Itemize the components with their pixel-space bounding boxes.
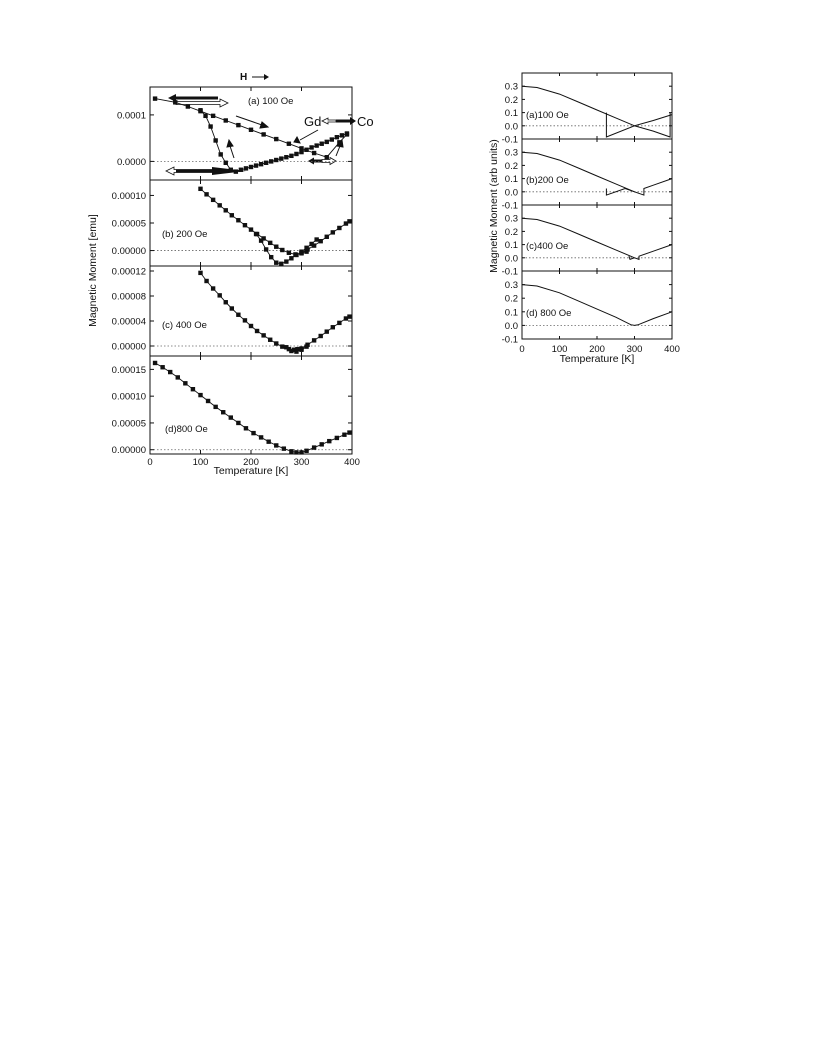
series-line: [522, 218, 672, 259]
data-point: [234, 169, 238, 173]
data-point: [249, 165, 253, 169]
data-point: [340, 133, 344, 137]
data-point: [274, 158, 278, 162]
data-point: [249, 324, 253, 328]
panel-frame: [150, 356, 352, 454]
data-point: [320, 142, 324, 146]
data-point: [239, 168, 243, 172]
gd-annotation-arrow: [322, 118, 336, 124]
data-point: [294, 152, 298, 156]
data-point: [320, 442, 324, 446]
series-line: [201, 273, 350, 350]
data-point: [264, 161, 268, 165]
data-point: [304, 249, 308, 253]
data-point: [282, 446, 286, 450]
data-point: [347, 314, 351, 318]
data-point: [243, 223, 247, 227]
simulated-panel-0: [502, 73, 672, 146]
data-point: [208, 124, 212, 128]
data-point: [255, 329, 259, 333]
y-tick-label: 0.2: [504, 293, 518, 305]
series-line: [155, 363, 349, 452]
y-tick-label: 0.3: [504, 147, 518, 159]
data-point: [268, 241, 272, 245]
x-tick-label: 0: [519, 344, 525, 355]
data-point: [279, 262, 283, 266]
series-line: [606, 113, 672, 137]
simulated-panel-2: [502, 205, 672, 278]
data-point: [289, 154, 293, 158]
y-tick-label: 0.00012: [111, 266, 146, 278]
panel-frame: [150, 180, 352, 266]
y-tick-label: 0.3: [504, 81, 518, 93]
gd-annotation: Gd: [304, 114, 322, 129]
y-axis-title: Magnetic Moment [emu]: [87, 214, 99, 327]
panel-frame: [522, 271, 672, 339]
data-point: [347, 430, 351, 434]
data-point: [160, 365, 164, 369]
data-point: [299, 450, 303, 454]
data-point: [337, 140, 341, 144]
y-tick-label: -0.1: [501, 200, 518, 212]
panel-label: (d)800 Oe: [165, 424, 208, 435]
y-tick-label: 0.00008: [111, 291, 146, 303]
data-point: [259, 162, 263, 166]
panel-label: (a) 100 Oe: [248, 96, 294, 107]
y-tick-label: 0.0001: [116, 110, 146, 122]
data-point: [274, 260, 278, 264]
right-chart: [488, 73, 680, 365]
data-point: [217, 203, 221, 207]
y-tick-label: 0.0: [504, 187, 518, 199]
data-point: [204, 192, 208, 196]
panel-label: (c)400 Oe: [526, 241, 569, 252]
data-point: [254, 232, 258, 236]
y-tick-label: 0.1: [504, 174, 518, 186]
panel-label: (b) 200 Oe: [162, 229, 208, 240]
data-point: [153, 96, 157, 100]
data-point: [304, 246, 308, 250]
data-point: [236, 218, 240, 222]
y-tick-label: 0.2: [504, 226, 518, 238]
data-point: [280, 344, 284, 348]
data-point: [284, 345, 288, 349]
data-point: [274, 245, 278, 249]
x-tick-label: 0: [147, 457, 153, 468]
data-point: [294, 253, 298, 257]
field-direction-arrowhead: [264, 74, 269, 80]
x-tick-label: 300: [293, 457, 310, 468]
data-point: [279, 156, 283, 160]
simulated-panel-1: [502, 139, 672, 212]
data-point: [314, 237, 318, 241]
data-point: [266, 439, 270, 443]
data-point: [299, 249, 303, 253]
y-tick-label: 0.2: [504, 160, 518, 172]
data-point: [299, 348, 303, 352]
data-point: [243, 318, 247, 322]
data-point: [342, 433, 346, 437]
data-point: [198, 187, 202, 191]
data-point: [251, 431, 255, 435]
x-tick-label: 400: [664, 344, 680, 355]
data-point: [249, 128, 253, 132]
data-point: [318, 334, 322, 338]
data-point: [198, 108, 202, 112]
measured-panel-0: [117, 87, 352, 180]
co-annotation-arrow: [336, 117, 356, 125]
y-tick-label: 0.00004: [111, 316, 146, 328]
panel-label: (b)200 Oe: [526, 175, 569, 186]
data-point: [261, 333, 265, 337]
y-tick-label: 0.00015: [111, 364, 146, 376]
data-point: [229, 168, 233, 172]
data-point: [331, 325, 335, 329]
data-point: [312, 445, 316, 449]
field-marker-label: H: [240, 72, 248, 83]
data-point: [331, 230, 335, 234]
y-tick-label: -0.1: [501, 334, 518, 346]
measured-panel-3: [112, 356, 352, 456]
data-point: [224, 161, 228, 165]
data-point: [236, 313, 240, 317]
data-point: [198, 393, 202, 397]
y-tick-label: 0.2: [504, 94, 518, 106]
y-tick-label: 0.00010: [111, 391, 146, 403]
data-point: [325, 235, 329, 239]
left-chart: [87, 87, 360, 477]
data-point: [284, 259, 288, 263]
series-line: [522, 285, 672, 326]
data-point: [176, 375, 180, 379]
x-tick-label: 200: [589, 344, 605, 355]
x-tick-label: 400: [344, 457, 360, 468]
data-point: [211, 286, 215, 290]
y-tick-label: -0.1: [501, 266, 518, 278]
y-tick-label: 0.3: [504, 280, 518, 292]
data-point: [325, 140, 329, 144]
panel-frame: [522, 73, 672, 139]
data-point: [312, 151, 316, 155]
data-point: [168, 370, 172, 374]
data-point: [312, 338, 316, 342]
y-tick-label: 0.1: [504, 240, 518, 252]
data-point: [269, 255, 273, 259]
data-point: [186, 104, 190, 108]
y-tick-label: 0.0000: [116, 156, 146, 168]
measured-panel-1: [112, 180, 352, 266]
panel-frame: [522, 139, 672, 205]
data-point: [274, 137, 278, 141]
y-tick-label: 0.0: [504, 253, 518, 265]
x-tick-label: 100: [192, 457, 209, 468]
data-point: [230, 306, 234, 310]
data-point: [183, 381, 187, 385]
data-point: [224, 300, 228, 304]
data-point: [204, 279, 208, 283]
data-point: [294, 450, 298, 454]
data-point: [221, 410, 225, 414]
data-point: [289, 349, 293, 353]
data-point: [309, 242, 313, 246]
data-point: [219, 152, 223, 156]
data-point: [153, 361, 157, 365]
data-point: [206, 399, 210, 403]
data-point: [224, 118, 228, 122]
data-point: [269, 159, 273, 163]
simulated-panel-3: [502, 271, 672, 346]
y-tick-label: 0.00000: [111, 445, 146, 457]
panel-frame: [522, 205, 672, 271]
data-point: [268, 338, 272, 342]
co-annotation: Co: [357, 114, 374, 129]
data-point: [299, 150, 303, 154]
x-tick-label: 100: [551, 344, 568, 355]
y-tick-label: 0.00010: [111, 190, 146, 202]
data-point: [236, 123, 240, 127]
data-point: [274, 341, 278, 345]
y-tick-label: 0.1: [504, 108, 518, 120]
data-point: [335, 436, 339, 440]
data-point: [284, 155, 288, 159]
data-point: [211, 198, 215, 202]
data-point: [345, 131, 349, 135]
panel-label: (c) 400 Oe: [162, 320, 207, 331]
data-point: [213, 405, 217, 409]
data-point: [213, 138, 217, 142]
data-point: [304, 449, 308, 453]
y-tick-label: -0.1: [501, 134, 518, 146]
measured-panel-2: [112, 266, 352, 356]
data-point: [337, 226, 341, 230]
y-tick-label: 0.0: [504, 320, 518, 332]
data-point: [289, 256, 293, 260]
y-tick-label: 0.0: [504, 121, 518, 133]
data-point: [217, 293, 221, 297]
data-point: [335, 135, 339, 139]
data-point: [211, 114, 215, 118]
data-point: [261, 132, 265, 136]
data-point: [264, 247, 268, 251]
panel-frame: [150, 266, 352, 356]
y-tick-label: 0.00000: [111, 341, 146, 353]
data-point: [325, 155, 329, 159]
data-point: [318, 239, 322, 243]
data-point: [203, 114, 207, 118]
x-tick-label: 200: [243, 457, 259, 468]
y-tick-label: 0.00005: [111, 418, 146, 430]
x-axis-title: Temperature [K]: [213, 465, 289, 477]
data-point: [280, 248, 284, 252]
x-tick-label: 300: [626, 344, 643, 355]
data-point: [229, 415, 233, 419]
data-point: [330, 137, 334, 141]
y-tick-label: 0.00000: [111, 246, 146, 258]
y-tick-label: 0.1: [504, 307, 518, 319]
data-point: [309, 145, 313, 149]
data-point: [347, 219, 351, 223]
data-point: [294, 349, 298, 353]
data-point: [254, 163, 258, 167]
co-moment-arrow-top: [176, 99, 228, 107]
data-point: [236, 421, 240, 425]
data-point: [287, 142, 291, 146]
panel-label: (a)100 Oe: [526, 110, 569, 121]
data-point: [230, 213, 234, 217]
y-tick-label: 0.3: [504, 213, 518, 225]
data-point: [244, 426, 248, 430]
data-point: [325, 329, 329, 333]
data-point: [249, 227, 253, 231]
data-point: [259, 238, 263, 242]
data-point: [191, 387, 195, 391]
panel-label: (d) 800 Oe: [526, 308, 572, 319]
data-point: [337, 321, 341, 325]
data-point: [173, 100, 177, 104]
x-axis-title: Temperature [K]: [559, 353, 635, 365]
data-point: [289, 449, 293, 453]
data-point: [224, 208, 228, 212]
data-point: [259, 435, 263, 439]
y-axis-title: Magnetic Moment (arb units): [488, 139, 500, 273]
data-point: [198, 271, 202, 275]
data-point: [304, 344, 308, 348]
data-point: [244, 166, 248, 170]
data-point: [287, 251, 291, 255]
data-point: [274, 443, 278, 447]
y-tick-label: 0.00005: [111, 218, 146, 230]
data-point: [314, 143, 318, 147]
series-line: [522, 152, 672, 195]
data-point: [327, 439, 331, 443]
data-point: [304, 148, 308, 152]
